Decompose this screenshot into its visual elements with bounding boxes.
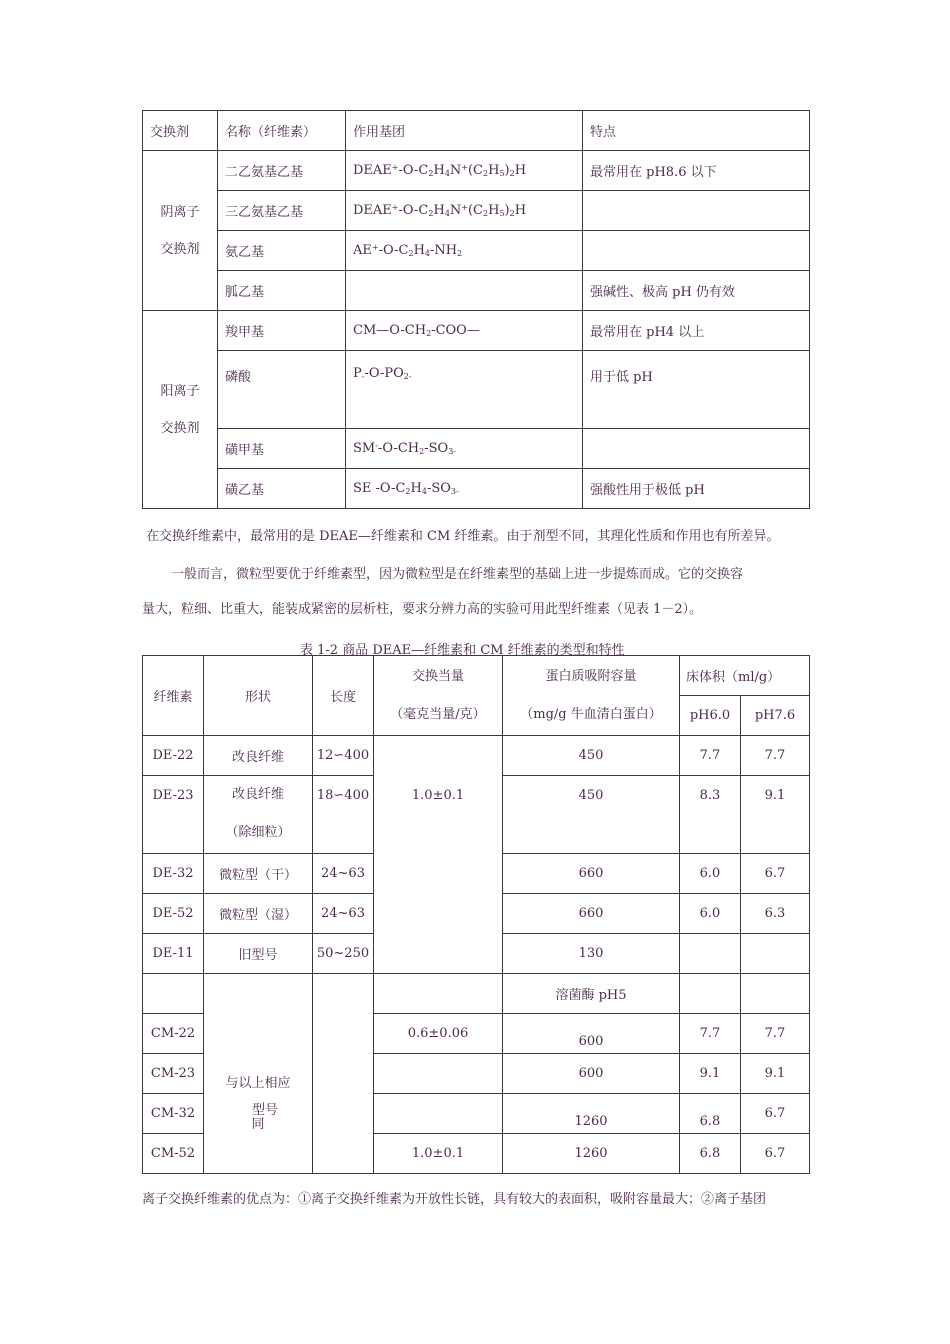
table-row xyxy=(143,736,810,776)
cellulose-types-table xyxy=(142,655,810,1174)
functional-group xyxy=(346,271,583,311)
protein-capacity: 660 xyxy=(503,854,680,894)
bed-ph60: 9.1 xyxy=(680,1054,741,1094)
de-exchange-capacity: 1.0±0.1 xyxy=(374,736,503,974)
header-cellulose: 纤维素 xyxy=(143,656,204,736)
table-header-row xyxy=(143,111,810,151)
cellulose-name: 胍乙基 xyxy=(218,271,346,311)
bed-ph76: 9.1 xyxy=(741,776,810,854)
feature xyxy=(583,191,810,231)
form: 微粒型（干） xyxy=(204,854,313,894)
table-header-row xyxy=(143,656,810,696)
protein-capacity: 660 xyxy=(503,894,680,934)
header-bed-volume: 床体积（ml/g） xyxy=(680,656,810,696)
feature: 强碱性、极高 pH 仍有效 xyxy=(583,271,810,311)
cellulose-type: DE-11 xyxy=(143,934,204,974)
table-row xyxy=(143,469,810,509)
feature: 强酸性用于极低 pH xyxy=(583,469,810,509)
cellulose-type: CM-23 xyxy=(143,1054,204,1094)
header-length: 长度 xyxy=(313,656,374,736)
header-exchange-capacity: 交换当量 （毫克当量/克） xyxy=(374,656,503,736)
protein-capacity: 450 xyxy=(503,776,680,854)
bed-ph60: 6.8 xyxy=(680,1094,741,1134)
bed-ph60 xyxy=(680,934,741,974)
paragraph-intro: 在交换纤维素中，最常用的是 DEAE—纤维素和 CM 纤维素。由于剂型不同，其理化性质和作用也有所差异。 xyxy=(146,529,780,544)
length: 24~63 xyxy=(313,854,374,894)
functional-group: $DEAE^+-O-C_2H_4N^+(C_2H_5)_2H$ xyxy=(346,151,583,191)
form: 微粒型（湿） xyxy=(204,894,313,934)
protein-capacity: 1260 xyxy=(503,1134,680,1174)
cellulose-type: DE-32 xyxy=(143,854,204,894)
table-row xyxy=(143,151,810,191)
bed-ph60: 8.3 xyxy=(680,776,741,854)
header-protein-capacity: 蛋白质吸附容量 （mg/g 牛血清白蛋白） xyxy=(503,656,680,736)
bed-ph76: 6.3 xyxy=(741,894,810,934)
cellulose-type: DE-23 xyxy=(143,776,204,854)
bed-ph60: 6.8 xyxy=(680,1134,741,1174)
paragraph-line: 一般而言，微粒型要优于纤维素型，因为微粒型是在纤维素型的基础上进一步提炼而成。它的交换容 xyxy=(171,567,744,582)
exchange-capacity xyxy=(374,974,503,1014)
protein-capacity: 450 xyxy=(503,736,680,776)
cm-protein-header: 溶菌酶 pH5 xyxy=(503,974,680,1014)
functional-group: $CM—O-CH_2-COO—$ xyxy=(346,311,583,351)
cellulose-name: 磺甲基 xyxy=(218,429,346,469)
length: 18∽400 xyxy=(313,776,374,854)
exchange-capacity xyxy=(374,1094,503,1134)
table-row xyxy=(143,271,810,311)
exchange-capacity: 0.6±0.06 xyxy=(374,1014,503,1054)
header-exchanger: 交换剂 xyxy=(143,111,218,151)
cellulose-type xyxy=(143,974,204,1014)
header-form: 形状 xyxy=(204,656,313,736)
bed-ph76: 7.7 xyxy=(741,1014,810,1054)
cellulose-name: 磺乙基 xyxy=(218,469,346,509)
bed-ph76: 6.7 xyxy=(741,854,810,894)
bed-ph60: 6.0 xyxy=(680,854,741,894)
header-name: 名称（纤维素） xyxy=(218,111,346,151)
table-row xyxy=(143,311,810,351)
form: 改良纤维 xyxy=(204,736,313,776)
table-row xyxy=(143,231,810,271)
cellulose-type: CM-22 xyxy=(143,1014,204,1054)
exchanger-table xyxy=(142,110,810,509)
header-ph60: pH6.0 xyxy=(680,696,741,736)
cellulose-type: CM-32 xyxy=(143,1094,204,1134)
header-feature: 特点 xyxy=(583,111,810,151)
bed-ph60: 6.0 xyxy=(680,894,741,934)
protein-capacity: 130 xyxy=(503,934,680,974)
cellulose-name: 三乙氨基乙基 xyxy=(218,191,346,231)
cellulose-type: DE-22 xyxy=(143,736,204,776)
form: 改良纤维 （除细粒） xyxy=(204,776,313,854)
bed-ph76: 9.1 xyxy=(741,1054,810,1094)
cellulose-name: 氨乙基 xyxy=(218,231,346,271)
bed-ph60: 7.7 xyxy=(680,1014,741,1054)
cellulose-name: 二乙氨基乙基 xyxy=(218,151,346,191)
table-row xyxy=(143,429,810,469)
functional-group: $SM^--O-CH_2-SO_{3-}$ xyxy=(346,429,583,469)
protein-capacity: 600 xyxy=(503,1054,680,1094)
cellulose-name: 羧甲基 xyxy=(218,311,346,351)
feature xyxy=(583,429,810,469)
functional-group: $P_--O-PO_{2-}$ xyxy=(346,351,583,429)
exchange-capacity xyxy=(374,1054,503,1094)
cm-form: 与以上相应 型号 同 xyxy=(204,974,313,1174)
table-row xyxy=(143,191,810,231)
length: 12∽400 xyxy=(313,736,374,776)
protein-capacity: 1260 xyxy=(503,1094,680,1134)
bed-ph76 xyxy=(741,934,810,974)
feature: 最常用在 pH4 以上 xyxy=(583,311,810,351)
feature: 最常用在 pH8.6 以下 xyxy=(583,151,810,191)
cellulose-type: CM-52 xyxy=(143,1134,204,1174)
anion-exchanger-label: 阴离子 交换剂 xyxy=(143,151,218,311)
functional-group: $AE^+-O-C_2H_4-NH_2$ xyxy=(346,231,583,271)
cellulose-name: 磷酸 xyxy=(218,351,346,429)
cm-length xyxy=(313,974,374,1174)
paragraph-advantages: 离子交换纤维素的优点为：①离子交换纤维素为开放性长链，具有较大的表面积，吸附容量最大；②离子基团 xyxy=(142,1192,767,1207)
length: 50~250 xyxy=(313,934,374,974)
feature: 用于低 pH xyxy=(583,351,810,429)
bed-ph76: 6.7 xyxy=(741,1134,810,1174)
functional-group: SE $-O-C_2H_4-SO_{3-}$ xyxy=(346,469,583,509)
exchange-capacity: 1.0±0.1 xyxy=(374,1134,503,1174)
table-row xyxy=(143,351,810,429)
bed-ph60: 7.7 xyxy=(680,736,741,776)
feature xyxy=(583,231,810,271)
paragraph-line: 量大，粒细、比重大，能装成紧密的层析柱，要求分辨力高的实验可用此型纤维素（见表 1－2）。 xyxy=(142,602,703,617)
header-ph76: pH7.6 xyxy=(741,696,810,736)
header-functional-group: 作用基团 xyxy=(346,111,583,151)
protein-capacity: 600 xyxy=(503,1014,680,1054)
form: 旧型号 xyxy=(204,934,313,974)
functional-group: $DEAE^+-O-C_2H_4N^+(C_2H_5)_2H$ xyxy=(346,191,583,231)
bed-ph60 xyxy=(680,974,741,1014)
bed-ph76 xyxy=(741,974,810,1014)
cellulose-type: DE-52 xyxy=(143,894,204,934)
table-caption: 表 1-2 商品 DEAE—纤维素和 CM 纤维素的类型和特性 xyxy=(300,643,625,658)
table-row xyxy=(143,974,810,1014)
bed-ph76: 6.7 xyxy=(741,1094,810,1134)
cation-exchanger-label: 阳离子 交换剂 xyxy=(143,311,218,509)
bed-ph76: 7.7 xyxy=(741,736,810,776)
length: 24~63 xyxy=(313,894,374,934)
